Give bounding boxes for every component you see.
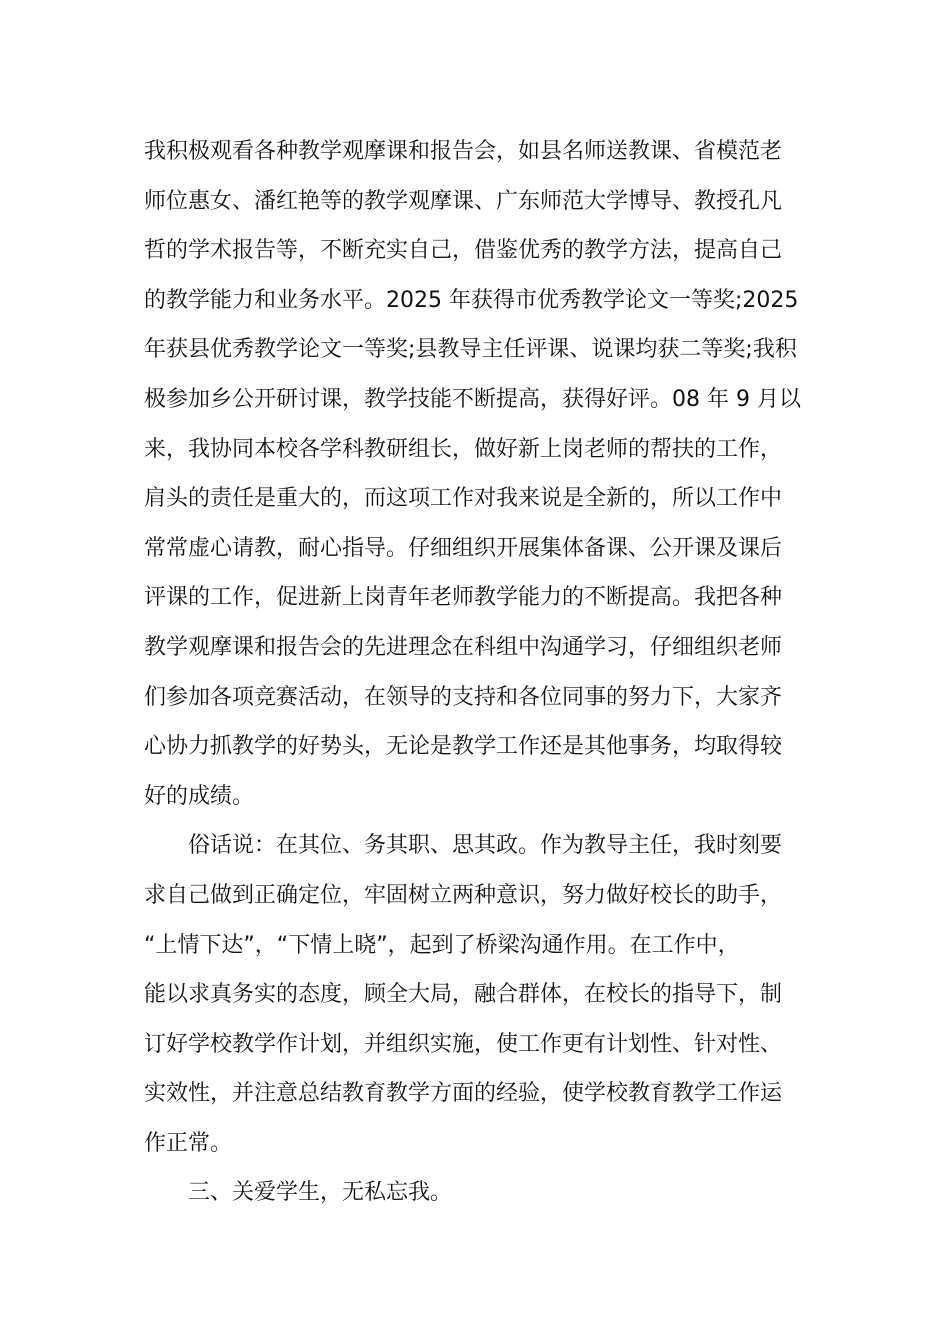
text-line: 好的成绩。 <box>144 783 255 809</box>
document-body <box>144 127 806 1218</box>
paragraph-2 <box>144 821 806 1168</box>
paragraph-3 <box>144 1168 806 1218</box>
text-line: 的教学能力和业务水平。2025 年获得市优秀教学论文一等奖;2025 <box>144 287 799 313</box>
text-line: 能以求真务实的态度，顾全大局，融合群体，在校长的指导下，制 <box>144 982 783 1008</box>
text-line: 俗话说：在其位、务其职、思其政。作为教导主任，我时刻要 <box>144 833 783 859</box>
text-line: 来，我协同本校各学科教研组长，做好新上岗老师的帮扶的工作， <box>144 436 783 462</box>
text-line: 肩头的责任是重大的，而这项工作对我来说是全新的，所以工作中 <box>144 486 783 512</box>
text-line: 实效性，并注意总结教育教学方面的经验，使学校教育教学工作运 <box>144 1081 783 1107</box>
text-line: 极参加乡公开研讨课，教学技能不断提高，获得好评。08 年 9 月以 <box>144 386 801 412</box>
text-line: 订好学校教学作计划，并组织实施，使工作更有计划性、针对性、 <box>144 1031 783 1057</box>
text-line: “上情下达”，“下情上晓”，起到了桥梁沟通作用。在工作中， <box>144 932 740 958</box>
section-heading: 三、关爱学生，无私忘我。 <box>144 1180 453 1206</box>
text-line: 们参加各项竞赛活动，在领导的支持和各位同事的努力下，大家齐 <box>144 684 783 710</box>
text-line: 评课的工作，促进新上岗青年老师教学能力的不断提高。我把各种 <box>144 585 783 611</box>
text-line: 我积极观看各种教学观摩课和报告会，如县名师送教课、省模范老 <box>144 139 783 164</box>
text-line: 常常虚心请教，耐心指导。仔细组织开展集体备课、公开课及课后 <box>144 535 783 561</box>
paragraph-1 <box>144 127 806 821</box>
text-line: 年获县优秀教学论文一等奖;县教导主任评课、说课均获二等奖;我积 <box>144 337 797 363</box>
text-line: 作正常。 <box>144 1130 233 1156</box>
text-line: 哲的学术报告等，不断充实自己，借鉴优秀的教学方法，提高自己 <box>144 238 783 264</box>
text-line: 师位惠女、潘红艳等的教学观摩课、广东师范大学博导、教授孔凡 <box>144 188 783 214</box>
text-line: 心协力抓教学的好势头，无论是教学工作还是其他事务，均取得较 <box>144 734 783 760</box>
text-line: 求自己做到正确定位，牢固树立两种意识，努力做好校长的助手， <box>144 882 783 908</box>
text-line: 教学观摩课和报告会的先进理念在科组中沟通学习，仔细组织老师 <box>144 634 783 660</box>
